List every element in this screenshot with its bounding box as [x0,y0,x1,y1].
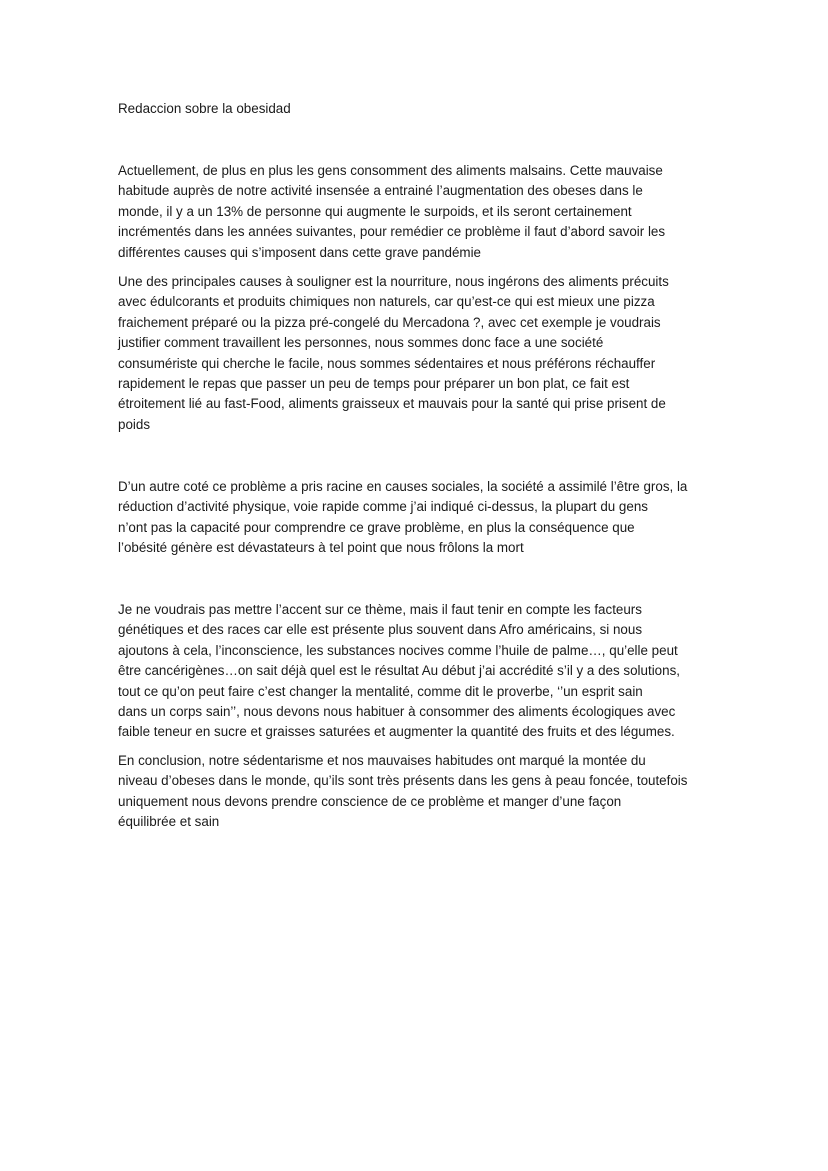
text-line: tout ce qu’on peut faire c’est changer la mentalité, comme dit le proverbe, ‘’un esprit sain [118,683,643,699]
text-line: habitude auprès de notre activité insensée a entrainé l’augmentation des obeses dans le [118,183,643,199]
text-line: avec édulcorants et produits chimiques non naturels, car qu’est-ce qui est mieux une pizza [118,294,655,310]
paragraph-food-causes [118,272,669,435]
text-line: équilibrée et sain [118,814,220,830]
text-line: Une des principales causes à souligner est la nourriture, nous ingérons des aliments précuits [118,274,669,289]
text-line: niveau d’obeses dans le monde, qu’ils sont très présents dans les gens à peau foncée, toutefois [118,773,688,789]
paragraph-conclusion [118,751,687,833]
text-line: réduction d’activité physique, voie rapide comme j’ai indiqué ci-dessus, la plupart du gens [118,499,648,515]
text-line: génétiques et des races car elle est présente plus souvent dans Afro américains, si nous [118,622,643,638]
text-line: être cancérigènes…on sait déjà quel est le résultat Au début j’ai accrédité s’il y a des solutions, [118,663,680,679]
text-line: étroitement lié au fast-Food, aliments graisseux et mauvais pour la santé qui prise prisent de [118,396,666,412]
text-line: uniquement nous devons prendre conscience de ce problème et manger d’une façon [118,793,622,809]
text-line: ajoutons à cela, l’inconscience, les substances nocives comme l’huile de palme…, qu’elle peut [118,642,678,658]
paragraph-social-causes [118,477,687,559]
text-line: fraichement préparé ou la pizza pré-congelé du Mercadona ?, avec cet exemple je voudrais [118,314,661,330]
text-line: En conclusion, notre sédentarisme et nos mauvaises habitudes ont marqué la montée du [118,753,646,768]
text-line: D’un autre coté ce problème a pris racine en causes sociales, la société a assimilé l’être gros, la [118,479,688,494]
paragraph-genetic-factors [118,600,680,743]
text-line: dans un corps sain’’, nous devons nous habituer à consommer des aliments écologiques avec [118,704,676,720]
text-line: justifier comment travaillent les personnes, nous sommes donc face a une société [118,335,604,351]
text-line: Actuellement, de plus en plus les gens consomment des aliments malsains. Cette mauvaise [118,163,663,178]
text-line: l’obésité génère est dévastateurs à tel point que nous frôlons la mort [118,540,524,556]
text-line: consumériste qui cherche le facile, nous sommes sédentaires et nous préférons réchauffer [118,355,656,371]
text-line: faible teneur en sucre et graisses saturées et augmenter la quantité des fruits et des légumes. [118,724,675,740]
text-line: différentes causes qui s’imposent dans cette grave pandémie [118,244,482,260]
text-line: rapidement le repas que passer un peu de temps pour préparer un bon plat, ce fait est [118,376,630,392]
paragraph-intro [118,161,665,263]
document-title: Redaccion sobre la obesidad [118,101,291,116]
text-line: Je ne voudrais pas mettre l’accent sur ce thème, mais il faut tenir en compte les facteurs [118,602,642,617]
text-line: incrémentés dans les années suivantes, pour remédier ce problème il faut d’abord savoir les [118,224,666,240]
text-line: poids [118,416,151,432]
text-line: n’ont pas la capacité pour comprendre ce grave problème, en plus la conséquence que [118,519,635,535]
text-line: monde, il y a un 13% de personne qui augmente le surpoids, et ils seront certainement [118,203,632,219]
